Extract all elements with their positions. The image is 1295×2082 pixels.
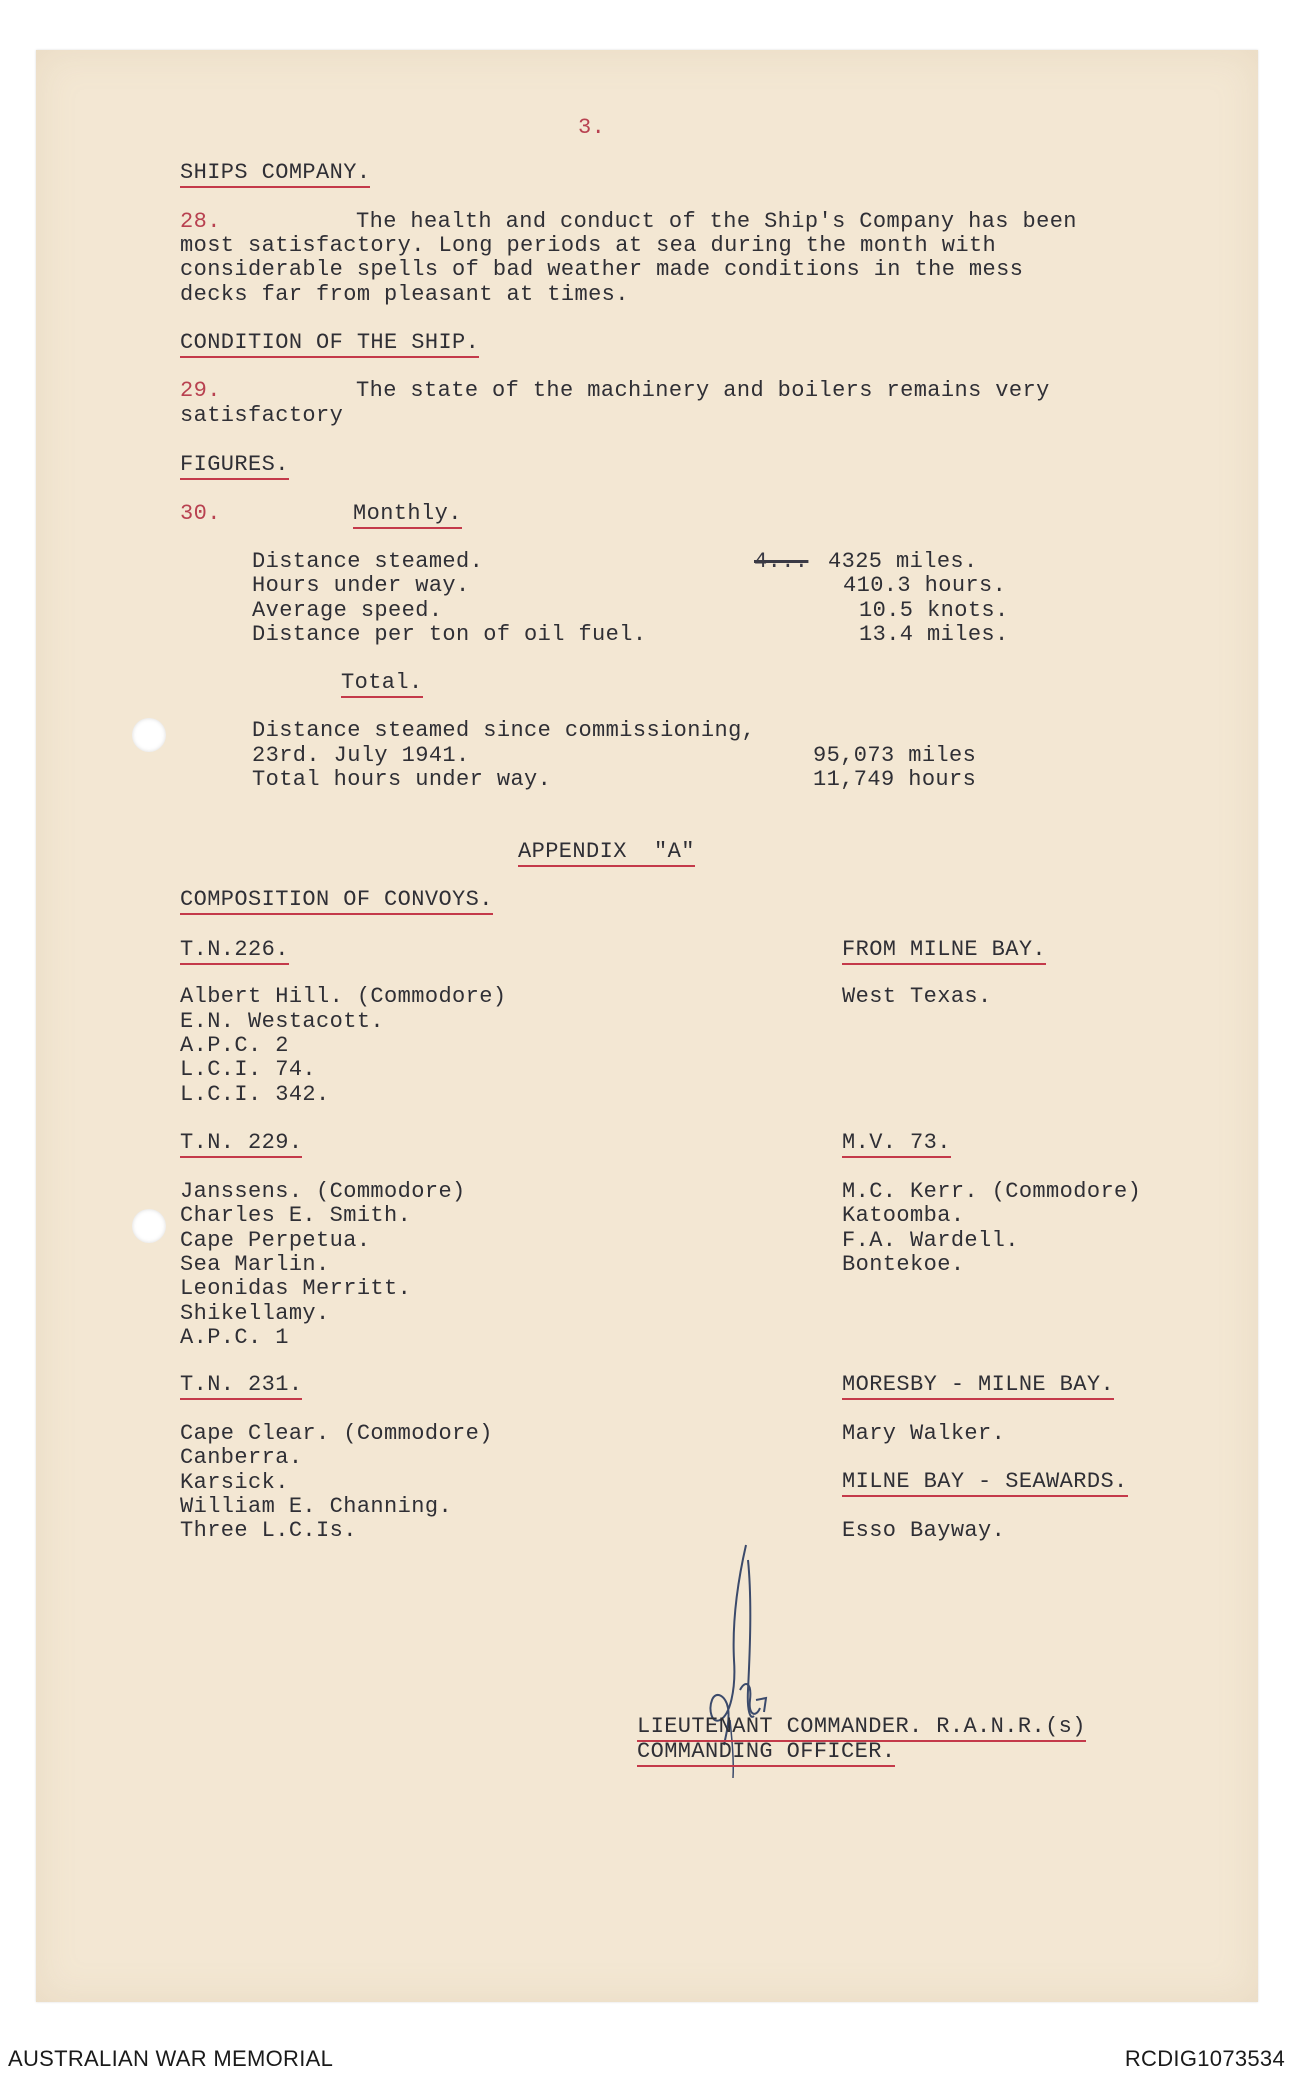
convoy-ship: Leonidas Merritt. [180,1276,412,1301]
convoy-ship: William E. Channing. [180,1494,453,1519]
convoy-ship: Bontekoe. [842,1252,965,1277]
footer-institution: AUSTRALIAN WAR MEMORIAL [8,2046,334,2071]
para-30-number: 30. [180,501,221,526]
convoy-ship: Janssens. (Commodore) [180,1179,466,1204]
convoy-ship: A.P.C. 2 [180,1033,289,1058]
monthly-fuel-value: 13.4 miles. [859,622,1009,647]
figures-heading: FIGURES. [180,453,289,477]
total-hours-value: 11,749 hours [813,767,977,792]
para-28-number: 28. [180,209,221,234]
convoy-ship: Mary Walker. [842,1421,1006,1446]
monthly-speed-label: Average speed. [252,598,443,623]
convoy-title-from-milne-bay: FROM MILNE BAY. [842,938,1046,962]
appendix-title: APPENDIX "A" [518,840,695,864]
monthly-distance-value: 4325 miles. [828,549,978,574]
footer-reference: RCDIG1073534 [1124,2046,1285,2071]
monthly-hours-value: 410.3 hours. [843,573,1007,598]
monthly-hours-label: Hours under way. [252,573,470,598]
convoy-ship: Three L.C.Is. [180,1518,357,1543]
convoy-ship: A.P.C. 1 [180,1325,289,1350]
convoy-ship: M.C. Kerr. (Commodore) [842,1179,1142,1204]
monthly-label: Monthly. [353,502,462,526]
convoy-ship: West Texas. [842,984,992,1009]
ships-company-heading: SHIPS COMPANY. [180,161,370,185]
punch-hole [132,1209,166,1243]
para-29-line1: The state of the machinery and boilers remains very [356,378,1050,403]
convoy-title-mv73: M.V. 73. [842,1131,951,1155]
convoy-ship: Cape Clear. (Commodore) [180,1421,493,1446]
convoy-title-moresby-milne-bay: MORESBY - MILNE BAY. [842,1373,1114,1397]
monthly-fuel-label: Distance per ton of oil fuel. [252,622,647,647]
convoy-ship: Shikellamy. [180,1301,330,1326]
total-label: Total. [341,671,423,695]
struck-figure: 4... [754,549,809,574]
total-hours-label: Total hours under way. [252,767,552,792]
convoy-title-tn229: T.N. 229. [180,1131,302,1155]
condition-heading: CONDITION OF THE SHIP. [180,331,479,355]
convoy-ship: F.A. Wardell. [842,1228,1019,1253]
convoy-ship: L.C.I. 74. [180,1057,317,1082]
para-29-line2: satisfactory [180,403,344,428]
para-28-line2: most satisfactory. Long periods at sea during the month with [180,233,997,258]
convoy-ship: Karsick. [180,1470,289,1495]
convoy-ship: E.N. Westacott. [180,1009,385,1034]
total-distance-value: 95,073 miles [813,743,977,768]
signature-rank: LIEUTENANT COMMANDER. R.A.N.R.(s) [637,1715,1086,1739]
convoy-ship: L.C.I. 342. [180,1082,330,1107]
convoys-heading: COMPOSITION OF CONVOYS. [180,888,493,912]
convoy-ship: Katoomba. [842,1203,965,1228]
convoy-title-milne-bay-seawards: MILNE BAY - SEAWARDS. [842,1470,1128,1494]
monthly-distance-label: Distance steamed. [252,549,484,574]
convoy-ship: Cape Perpetua. [180,1228,371,1253]
total-distance-line: Distance steamed since commissioning, [252,718,756,743]
para-28-line3: considerable spells of bad weather made conditions in the mess [180,257,1024,282]
monthly-speed-value: 10.5 knots. [859,598,1009,623]
convoy-ship: Albert Hill. (Commodore) [180,984,507,1009]
signature-role: COMMANDING OFFICER. [637,1740,895,1764]
para-29-number: 29. [180,378,221,403]
convoy-ship: Sea Marlin. [180,1252,330,1277]
punch-hole [132,718,166,752]
para-28-line1: The health and conduct of the Ship's Company has been [356,209,1077,234]
para-28-line4: decks far from pleasant at times. [180,282,629,307]
convoy-ship: Canberra. [180,1445,303,1470]
total-commission-date: 23rd. July 1941. [252,743,470,768]
convoy-title-tn231: T.N. 231. [180,1373,302,1397]
convoy-title-tn226: T.N.226. [180,938,289,962]
convoy-ship: Esso Bayway. [842,1518,1006,1543]
page-number: 3. [578,115,606,140]
convoy-ship: Charles E. Smith. [180,1203,412,1228]
